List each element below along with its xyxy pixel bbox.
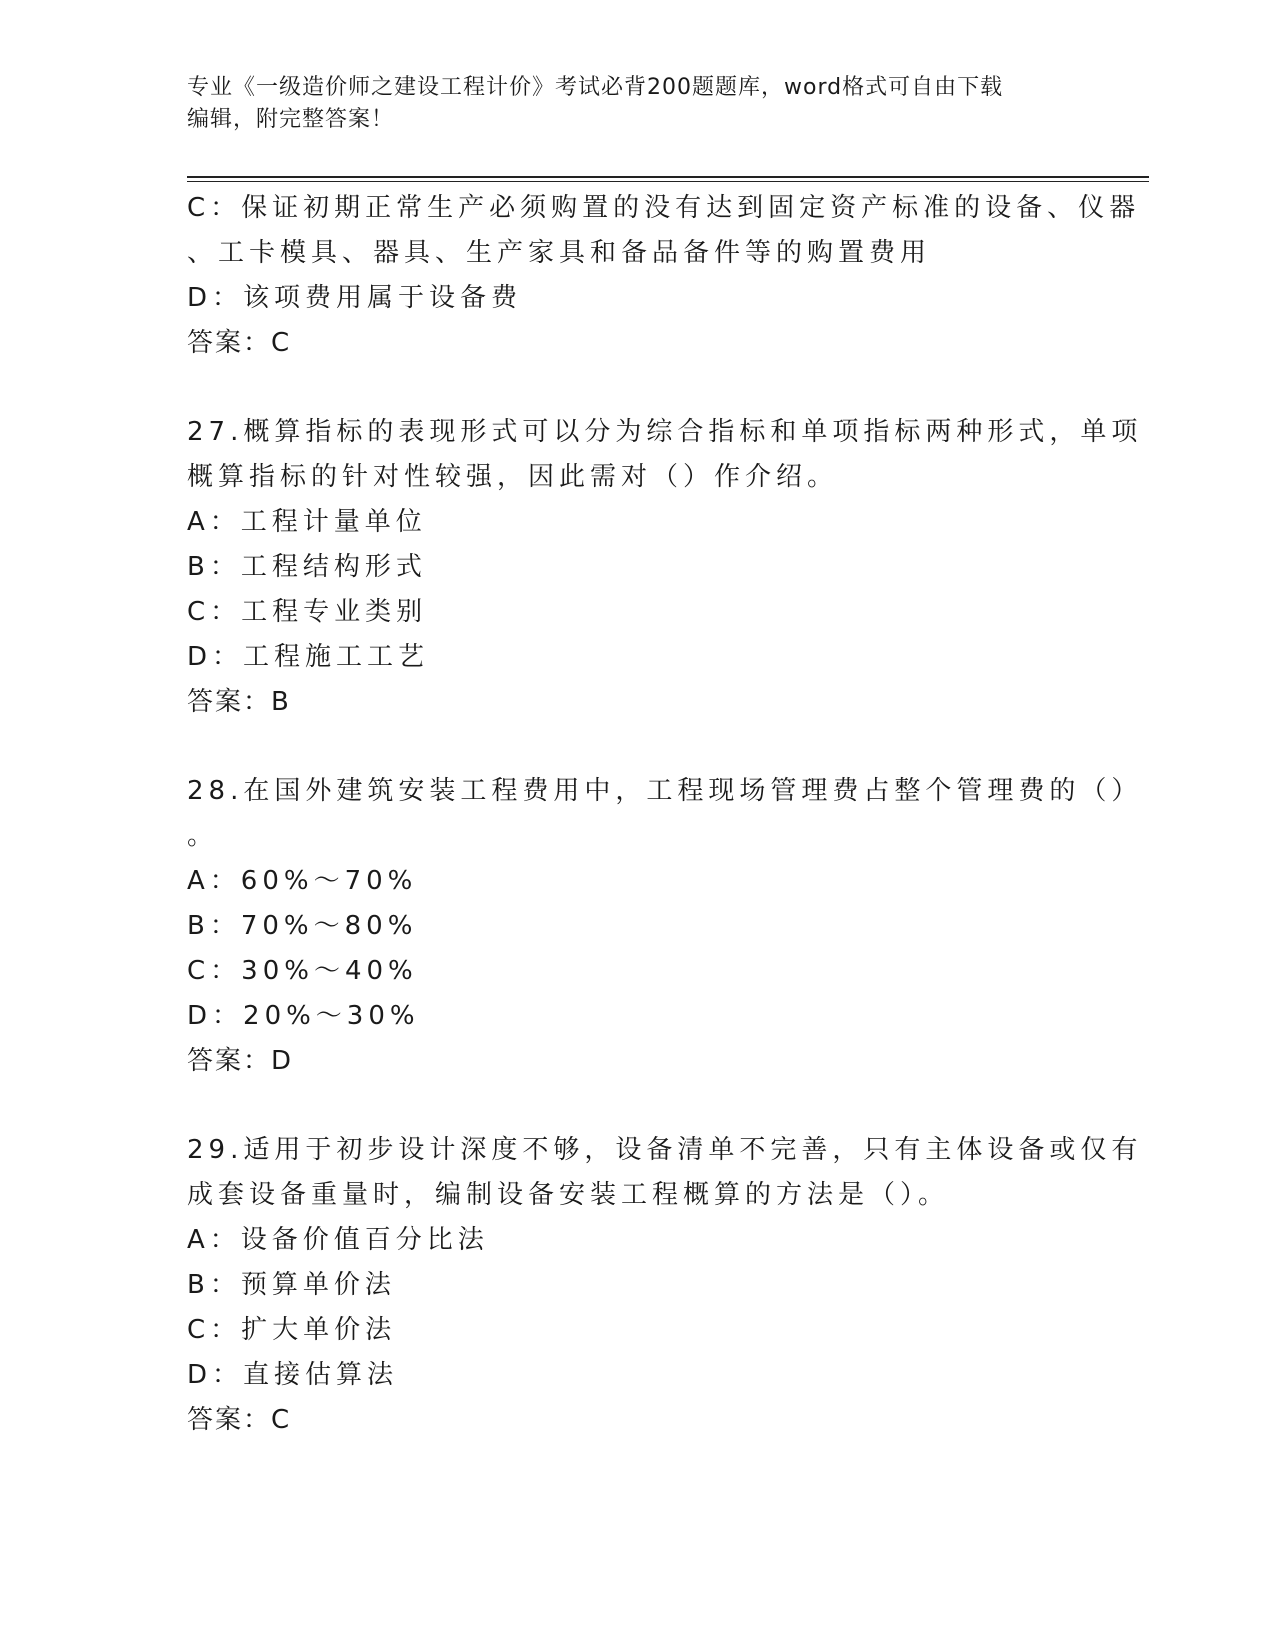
question-28 (187, 769, 1143, 1084)
option-c: C：工程专业类别 (187, 597, 428, 627)
option-d: D：该项费用属于设备费 (187, 283, 523, 313)
document-header (187, 72, 1067, 136)
option-d: D：直接估算法 (187, 1360, 399, 1390)
option-c: C：30%～40% (187, 956, 418, 986)
question-stem-line2: 概算指标的针对性较强，因此需对（）作介绍。 (187, 462, 839, 492)
option-c: C：扩大单价法 (187, 1315, 397, 1345)
question-gap (187, 1084, 1067, 1128)
option-d: D：20%～30% (187, 1001, 420, 1031)
option-a: A：设备价值百分比法 (187, 1225, 489, 1255)
question-list (187, 186, 1143, 1443)
header-title-line1: 专业《一级造价师之建设工程计价》考试必背200题题库，word格式可自由下载 (187, 75, 1004, 100)
question-stem-line2: 成套设备重量时，编制设备安装工程概算的方法是（）。 (187, 1180, 950, 1210)
option-b: B：70%～80% (187, 911, 418, 941)
option-c-line2: 、工卡模具、器具、生产家具和备品备件等的购置费用 (187, 238, 932, 268)
question-gap (187, 725, 1067, 769)
answer: 答案：D (187, 1046, 294, 1076)
question-stem-line1: 28.在国外建筑安装工程费用中，工程现场管理费占整个管理费的（） (187, 776, 1143, 806)
question-29 (187, 1128, 1143, 1443)
option-a: A：工程计量单位 (187, 507, 427, 537)
header-title-line2: 编辑，附完整答案！ (187, 107, 395, 132)
question-stem-line1: 27.概算指标的表现形式可以分为综合指标和单项指标两种形式，单项 (187, 417, 1143, 447)
option-c-line1: C：保证初期正常生产必须购置的没有达到固定资产标准的设备、仪器 (187, 193, 1141, 223)
option-b: B：预算单价法 (187, 1270, 396, 1300)
question-27 (187, 410, 1143, 725)
option-a: A：60%～70% (187, 866, 418, 896)
answer: 答案：B (187, 687, 291, 717)
question-26-continuation (187, 186, 1141, 366)
question-gap (187, 366, 1067, 410)
question-stem-line1: 29.适用于初步设计深度不够，设备清单不完善，只有主体设备或仅有 (187, 1135, 1143, 1165)
question-stem-line2: 。 (187, 821, 219, 851)
answer: 答案：C (187, 328, 292, 358)
option-d: D：工程施工工艺 (187, 642, 430, 672)
option-b: B：工程结构形式 (187, 552, 427, 582)
answer: 答案：C (187, 1405, 292, 1435)
header-divider (187, 176, 1149, 182)
